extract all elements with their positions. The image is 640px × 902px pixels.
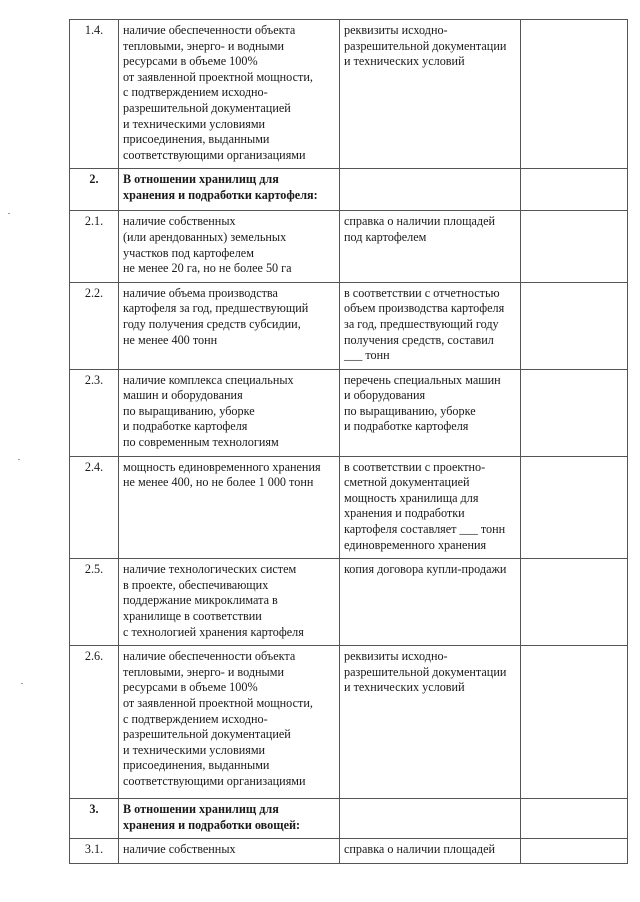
criteria-table bbox=[69, 19, 628, 864]
criterion-cell: наличие собственных (или арендованных) земельных участков под картофелем не менее 20 га, но не более 50 га bbox=[119, 211, 340, 282]
mark-cell bbox=[521, 559, 628, 646]
mark-cell bbox=[521, 799, 628, 839]
criteria-table-body bbox=[70, 20, 628, 864]
confirming-document-cell: реквизиты исходно- разрешительной документации и технических условий bbox=[340, 646, 521, 799]
criteria-row bbox=[70, 456, 628, 559]
criterion-cell: наличие собственных bbox=[119, 839, 340, 864]
criteria-row bbox=[70, 839, 628, 864]
criteria-row bbox=[70, 559, 628, 646]
mark-cell bbox=[521, 839, 628, 864]
criterion-cell: В отношении хранилищ для хранения и подработки картофеля: bbox=[119, 169, 340, 211]
row-number-cell: 2.6. bbox=[70, 646, 119, 799]
confirming-document-cell bbox=[340, 169, 521, 211]
criteria-row bbox=[70, 646, 628, 799]
mark-cell bbox=[521, 369, 628, 456]
criterion-cell: наличие обеспеченности объекта тепловыми, энерго- и водными ресурсами в объеме 100% от заявленной проектной мощности, с подтверждением исходно- разрешительной документацией и техническими условиями присоединения, выданными соответствующими организациями bbox=[119, 20, 340, 169]
scan-speck bbox=[8, 213, 10, 214]
criteria-row bbox=[70, 20, 628, 169]
criterion-cell: В отношении хранилищ для хранения и подработки овощей: bbox=[119, 799, 340, 839]
row-number-cell: 2. bbox=[70, 169, 119, 211]
confirming-document-cell: копия договора купли-продажи bbox=[340, 559, 521, 646]
row-number-cell: 2.4. bbox=[70, 456, 119, 559]
confirming-document-cell: в соответствии с отчетностью объем производства картофеля за год, предшествующий году получения средств, составил ___ тонн bbox=[340, 282, 521, 369]
row-number-cell: 2.2. bbox=[70, 282, 119, 369]
criterion-cell: наличие объема производства картофеля за год, предшествующий году получения средств субсидии, не менее 400 тонн bbox=[119, 282, 340, 369]
criterion-cell: наличие комплекса специальных машин и оборудования по выращиванию, уборке и подработке картофеля по современным технологиям bbox=[119, 369, 340, 456]
row-number-cell: 2.1. bbox=[70, 211, 119, 282]
criterion-cell: наличие обеспеченности объекта тепловыми, энерго- и водными ресурсами в объеме 100% от заявленной проектной мощности, с подтверждением исходно- разрешительной документацией и техническими условиями присоединения, выданными соответствующими организациями bbox=[119, 646, 340, 799]
mark-cell bbox=[521, 456, 628, 559]
criteria-row bbox=[70, 211, 628, 282]
criteria-row bbox=[70, 369, 628, 456]
section-row bbox=[70, 799, 628, 839]
criterion-cell: мощность единовременного хранения не менее 400, но не более 1 000 тонн bbox=[119, 456, 340, 559]
criterion-cell: наличие технологических систем в проекте, обеспечивающих поддержание микроклимата в хранилище в соответствии с технологией хранения картофеля bbox=[119, 559, 340, 646]
row-number-cell: 2.3. bbox=[70, 369, 119, 456]
row-number-cell: 3. bbox=[70, 799, 119, 839]
row-number-cell: 1.4. bbox=[70, 20, 119, 169]
confirming-document-cell: справка о наличии площадей под картофелем bbox=[340, 211, 521, 282]
scan-speck bbox=[21, 683, 23, 684]
confirming-document-cell: в соответствии с проектно- сметной документацией мощность хранилища для хранения и подработки картофеля составляет ___ тонн единовременного хранения bbox=[340, 456, 521, 559]
row-number-cell: 3.1. bbox=[70, 839, 119, 864]
scan-speck bbox=[18, 459, 20, 460]
confirming-document-cell: реквизиты исходно- разрешительной документации и технических условий bbox=[340, 20, 521, 169]
confirming-document-cell bbox=[340, 799, 521, 839]
criteria-row bbox=[70, 282, 628, 369]
mark-cell bbox=[521, 282, 628, 369]
mark-cell bbox=[521, 646, 628, 799]
confirming-document-cell: справка о наличии площадей bbox=[340, 839, 521, 864]
confirming-document-cell: перечень специальных машин и оборудования по выращиванию, уборке и подработке картофеля bbox=[340, 369, 521, 456]
section-row bbox=[70, 169, 628, 211]
mark-cell bbox=[521, 169, 628, 211]
mark-cell bbox=[521, 20, 628, 169]
row-number-cell: 2.5. bbox=[70, 559, 119, 646]
mark-cell bbox=[521, 211, 628, 282]
